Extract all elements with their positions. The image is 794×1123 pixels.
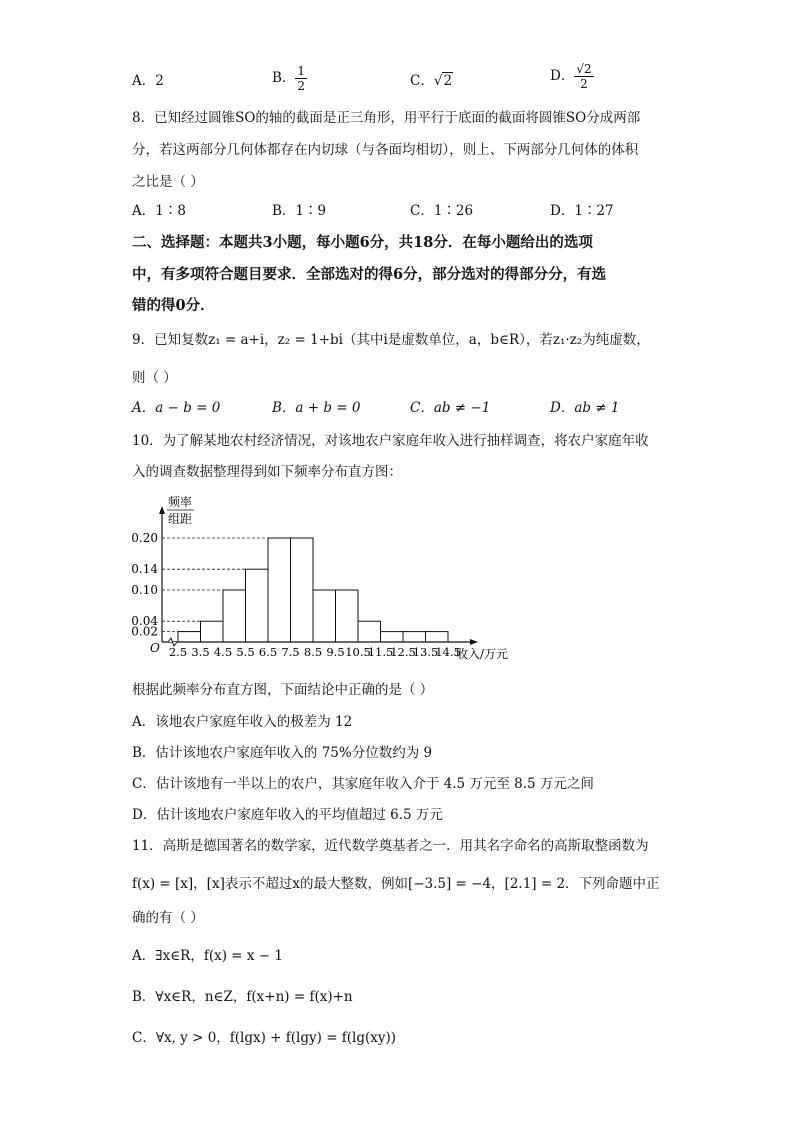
q11-line-1: 11．高斯是德国著名的数学家，近代数学奠基者之一．用其名字命名的高斯取整函数为 xyxy=(132,838,649,854)
x-tick-label: 9.5 xyxy=(326,645,345,659)
q7-d-radicand: 2 xyxy=(583,62,592,76)
q9-line-1: 9．已知复数z₁ = a+i，z₂ = 1+bi（其中i是虚数单位，a，b∈R），若z₁·z₂为纯虚数， xyxy=(132,332,650,348)
histogram-bar xyxy=(246,569,269,642)
q7-option-a: A．2 xyxy=(132,73,164,89)
q8-option-a: A．1∶8 xyxy=(132,203,186,219)
x-axis-arrow xyxy=(470,639,478,645)
q10-option-c: C．估计该地有一半以上的农户，其家庭年收入介于 4.5 万元至 8.5 万元之间 xyxy=(132,776,594,792)
q9-line-2: 则（ ） xyxy=(132,370,177,386)
x-tick-label: 4.5 xyxy=(213,645,233,659)
q7-d-numerator: √2 xyxy=(576,62,592,76)
x-tick-label: 7.5 xyxy=(281,645,300,659)
x-tick-label: 2.5 xyxy=(168,645,188,659)
q7-options xyxy=(132,62,692,93)
histogram-bar xyxy=(336,590,359,642)
y-axis-arrow xyxy=(159,506,165,514)
histogram-bar xyxy=(403,632,426,642)
q10-line-1: 10．为了解某地农村经济情况，对该地农户家庭年收入进行抽样调查，将农户家庭年收 xyxy=(132,433,649,449)
q9-option-b: B．a + b = 0 xyxy=(272,400,361,416)
q8-line-3: 之比是（ ） xyxy=(132,174,204,190)
q7-c-radicand: 2 xyxy=(443,73,453,89)
x-tick-label: 5.5 xyxy=(236,645,255,659)
histogram-bar xyxy=(358,621,381,642)
q7-option-d xyxy=(550,62,594,91)
q11-option-a: A．∃x∈R，f(x) = x − 1 xyxy=(132,948,283,964)
y-axis-label-bottom: 组距 xyxy=(168,512,193,526)
x-tick-label: 8.5 xyxy=(303,645,323,659)
histogram-bar xyxy=(313,590,336,642)
q9-option-c: C．ab ≠ −1 xyxy=(410,400,491,416)
q11-option-c: C．∀x, y > 0，f(lgx) + f(lgy) = f(lg(xy)) xyxy=(132,1030,397,1046)
q8-line-2: 分，若这两部分几何体都存在内切球（与各面均相切），则上、下两部分几何体的体积 xyxy=(132,142,639,158)
q11-option-b: B．∀x∈R，n∈Z，f(x+n) = f(x)+n xyxy=(132,989,353,1005)
y-tick-label: 0.14 xyxy=(131,562,158,577)
histogram-bar xyxy=(268,538,291,642)
q8-option-c: C．1∶26 xyxy=(410,203,474,219)
q7-option-c xyxy=(410,70,453,92)
histogram-bar xyxy=(426,632,449,642)
q10-option-d: D．估计该地农户家庭年收入的平均值超过 6.5 万元 xyxy=(132,807,443,823)
q8-line-1: 8．已知经过圆锥SO的轴的截面是正三角形，用平行于底面的截面将圆锥SO分成两部 xyxy=(132,110,641,126)
histogram-bar xyxy=(381,632,404,642)
q11-line-2: f(x) = [x]，[x]表示不超过x的最大整数，例如[−3.5] = −4，[2.1] = 2．下列命题中正 xyxy=(132,876,660,892)
q8-option-d: D．1∶27 xyxy=(550,203,614,219)
x-tick-label: 13.5 xyxy=(412,645,439,659)
q10-question: 根据此频率分布直方图，下面结论中正确的是（ ） xyxy=(132,682,434,698)
section-2-line-1: 二、选择题：本题共3小题，每小题6分，共18分．在每小题给出的选项 xyxy=(132,234,593,251)
histogram-bar xyxy=(291,538,314,642)
q7-b-denominator: 2 xyxy=(297,79,306,93)
x-tick-label: 3.5 xyxy=(191,645,210,659)
q7-d-denominator: 2 xyxy=(580,77,588,91)
q8-options xyxy=(132,200,692,222)
histogram-bar xyxy=(223,590,246,642)
x-axis-label: 收入/万元 xyxy=(456,647,509,661)
y-tick-label: 0.04 xyxy=(131,614,158,629)
x-tick-label: 6.5 xyxy=(258,645,278,659)
q8-option-b: B．1∶9 xyxy=(272,203,327,219)
q7-option-c-prefix: C． xyxy=(410,73,434,89)
q7-option-c-sqrt: √2 xyxy=(433,73,453,89)
section-2-line-2: 中，有多项符合题目要求．全部选对的得6分，部分选对的得部分分，有选 xyxy=(132,266,607,283)
q11-line-3: 确的有（ ） xyxy=(132,910,204,926)
q7-option-d-fraction xyxy=(574,62,593,91)
q10-option-b: B．估计该地农户家庭年收入的 75%分位数约为 9 xyxy=(132,745,433,761)
y-tick-label: 0.10 xyxy=(131,583,158,597)
x-tick-label: 12.5 xyxy=(390,645,416,659)
x-tick-label: 14.5 xyxy=(435,645,461,659)
q9-options xyxy=(132,397,692,419)
section-2-line-3: 错的得0分． xyxy=(132,297,215,314)
x-tick-label: 11.5 xyxy=(367,645,394,659)
histogram-bar xyxy=(201,621,224,642)
q9-option-d: D．ab ≠ 1 xyxy=(550,400,620,416)
q7-option-b-prefix: B． xyxy=(272,70,296,86)
y-tick-label: 0.02 xyxy=(131,624,158,639)
origin-label: O xyxy=(150,641,160,655)
frequency-histogram xyxy=(128,490,548,670)
y-axis-label-top: 频率 xyxy=(168,495,193,509)
x-tick-label: 10.5 xyxy=(345,645,371,659)
histogram-bar xyxy=(178,632,201,642)
y-tick-label: 0.20 xyxy=(131,531,158,545)
q7-option-d-prefix: D． xyxy=(550,68,575,84)
q7-option-b xyxy=(272,64,307,93)
q10-line-2: 入的调查数据整理得到如下频率分布直方图： xyxy=(132,464,402,480)
q7-option-b-fraction xyxy=(295,64,307,93)
q9-option-a: A．a − b = 0 xyxy=(132,400,221,416)
q10-option-a: A．该地农户家庭年收入的极差为 12 xyxy=(132,714,353,730)
q7-b-numerator: 1 xyxy=(297,64,306,78)
